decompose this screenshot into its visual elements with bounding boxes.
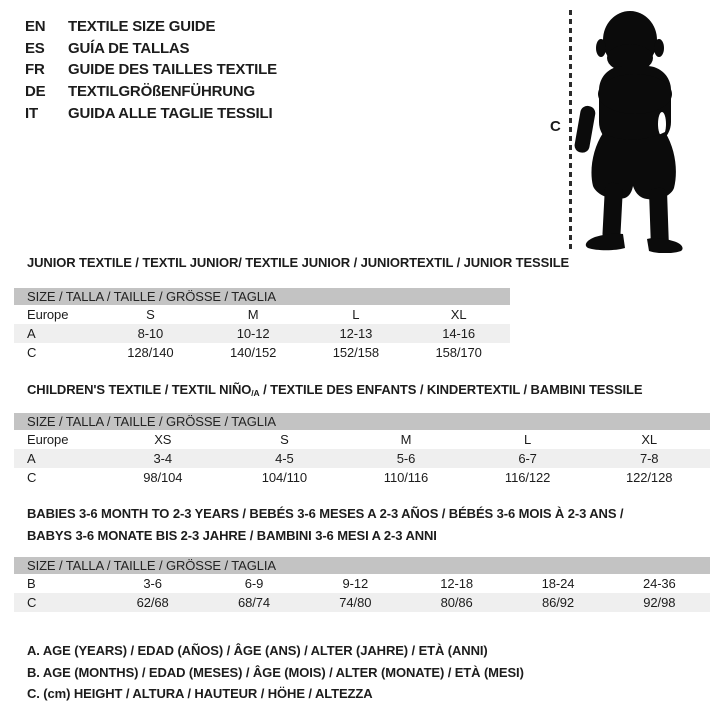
table-row bbox=[14, 468, 710, 487]
language-code: IT bbox=[25, 104, 38, 122]
size-cell: S bbox=[146, 307, 155, 322]
children-title-post: / TEXTILE DES ENFANTS / KINDERTEXTIL / BAMBINI TESSILE bbox=[259, 382, 643, 397]
age-cell: 9-12 bbox=[342, 576, 369, 591]
language-row-en bbox=[25, 16, 277, 38]
row-label: C bbox=[27, 345, 37, 360]
height-cell: 80/86 bbox=[440, 595, 473, 610]
row-label: A bbox=[27, 326, 36, 341]
row-label: A bbox=[27, 451, 36, 466]
babies-size-table bbox=[14, 557, 710, 612]
row-label: C bbox=[27, 470, 37, 485]
babies-title-line2: BABYS 3-6 MONATE BIS 2-3 JAHRE / BAMBINI 3-6 MESI A 2-3 ANNI bbox=[27, 527, 437, 543]
size-header-bar: SIZE / TALLA / TAILLE / GRÖSSE / TAGLIA bbox=[14, 557, 710, 574]
size-cell: M bbox=[400, 432, 412, 447]
language-row-es bbox=[25, 38, 277, 60]
height-cell: 92/98 bbox=[643, 595, 676, 610]
height-cell: 116/122 bbox=[504, 470, 551, 485]
guide-title-de: TEXTILGRÖßENFÜHRUNG bbox=[68, 83, 256, 101]
height-cell: 122/128 bbox=[626, 470, 673, 485]
children-title-sub: /A bbox=[251, 388, 260, 398]
age-cell: 14-16 bbox=[442, 326, 475, 341]
size-header-bar: SIZE / TALLA / TAILLE / GRÖSSE / TAGLIA bbox=[14, 413, 710, 430]
size-cell: L bbox=[352, 307, 360, 322]
height-cell: 86/92 bbox=[541, 595, 574, 610]
table-row bbox=[14, 343, 510, 362]
size-cell: XL bbox=[450, 307, 467, 322]
height-cell: 68/74 bbox=[237, 595, 271, 610]
children-table-title bbox=[27, 379, 642, 405]
age-cell: 6-7 bbox=[518, 451, 537, 466]
junior-size-table bbox=[14, 288, 510, 362]
size-cell: L bbox=[524, 432, 532, 447]
footnote-c: C. (cm) HEIGHT / ALTURA / HAUTEUR / HÖHE / ALTEZZA bbox=[27, 686, 373, 702]
table-row bbox=[14, 430, 710, 449]
table-row bbox=[14, 593, 710, 612]
language-code: ES bbox=[25, 39, 45, 57]
row-label: C bbox=[27, 595, 37, 610]
footnote-a: A. AGE (YEARS) / EDAD (AÑOS) / ÂGE (ANS) / ALTER (JAHRE) / ETÀ (ANNI) bbox=[27, 643, 488, 658]
size-header-bar: SIZE / TALLA / TAILLE / GRÖSSE / TAGLIA bbox=[14, 288, 510, 305]
age-cell: 12-13 bbox=[339, 326, 373, 341]
age-cell: 8-10 bbox=[137, 326, 164, 341]
guide-title-es: GUÍA DE TALLAS bbox=[68, 39, 190, 57]
babies-title-line1: BABIES 3-6 MONTH TO 2-3 YEARS / BEBÉS 3-6 MESES A 2-3 AÑOS / BÉBÉS 3-6 MOIS À 2-3 ANS / bbox=[27, 506, 624, 521]
age-cell: 24-36 bbox=[642, 576, 676, 591]
language-title-list bbox=[25, 16, 277, 124]
row-label: Europe bbox=[27, 307, 69, 322]
language-row-de bbox=[25, 81, 277, 103]
children-size-table bbox=[14, 413, 710, 487]
age-cell: 5-6 bbox=[396, 451, 416, 466]
height-cell: 104/110 bbox=[261, 470, 308, 485]
table-row bbox=[14, 305, 510, 324]
height-cell: 158/170 bbox=[435, 345, 482, 360]
language-code: EN bbox=[25, 18, 46, 36]
height-cell: 110/116 bbox=[383, 470, 429, 485]
age-cell: 18-24 bbox=[541, 576, 575, 591]
height-cell: 62/68 bbox=[136, 595, 169, 610]
height-cell: 152/158 bbox=[332, 345, 380, 360]
language-code: FR bbox=[25, 61, 45, 79]
guide-title-fr: GUIDE DES TAILLES TEXTILE bbox=[68, 61, 277, 79]
footnotes bbox=[27, 640, 524, 705]
height-cell: 74/80 bbox=[339, 595, 372, 610]
age-cell: 6-9 bbox=[244, 576, 264, 591]
age-cell: 3-4 bbox=[153, 451, 173, 466]
height-cell: 128/140 bbox=[127, 345, 174, 360]
junior-table-title: JUNIOR TEXTILE / TEXTIL JUNIOR/ TEXTILE JUNIOR / JUNIORTEXTIL / JUNIOR TESSILE bbox=[27, 255, 570, 270]
language-row-it bbox=[25, 102, 277, 124]
height-cell: 98/104 bbox=[143, 470, 183, 485]
footnote-b: B. AGE (MONTHS) / EDAD (MESES) / ÂGE (MOIS) / ALTER (MONATE) / ETÀ (MESI) bbox=[27, 664, 524, 680]
age-cell: 3-6 bbox=[143, 576, 162, 591]
height-cell: 140/152 bbox=[229, 345, 277, 360]
table-row bbox=[14, 574, 710, 593]
toddler-silhouette bbox=[557, 8, 707, 253]
age-cell: 10-12 bbox=[236, 326, 270, 341]
size-cell: XS bbox=[154, 432, 172, 447]
height-measure-label: C bbox=[550, 118, 561, 135]
row-label: Europe bbox=[27, 432, 69, 447]
size-cell: S bbox=[280, 432, 289, 447]
age-cell: 7-8 bbox=[639, 451, 659, 466]
children-title-pre: CHILDREN'S TEXTILE / TEXTIL NIÑO bbox=[27, 382, 252, 397]
guide-title-en: TEXTILE SIZE GUIDE bbox=[68, 18, 216, 36]
language-code: DE bbox=[25, 83, 46, 101]
table-row bbox=[14, 324, 510, 343]
size-cell: M bbox=[247, 307, 259, 322]
table-row bbox=[14, 449, 710, 468]
age-cell: 4-5 bbox=[275, 451, 294, 466]
size-cell: XL bbox=[641, 432, 658, 447]
babies-table-title bbox=[27, 503, 623, 546]
age-cell: 12-18 bbox=[440, 576, 474, 591]
guide-title-it: GUIDA ALLE TAGLIE TESSILI bbox=[68, 104, 273, 122]
language-row-fr bbox=[25, 59, 277, 81]
row-label: B bbox=[27, 576, 36, 591]
